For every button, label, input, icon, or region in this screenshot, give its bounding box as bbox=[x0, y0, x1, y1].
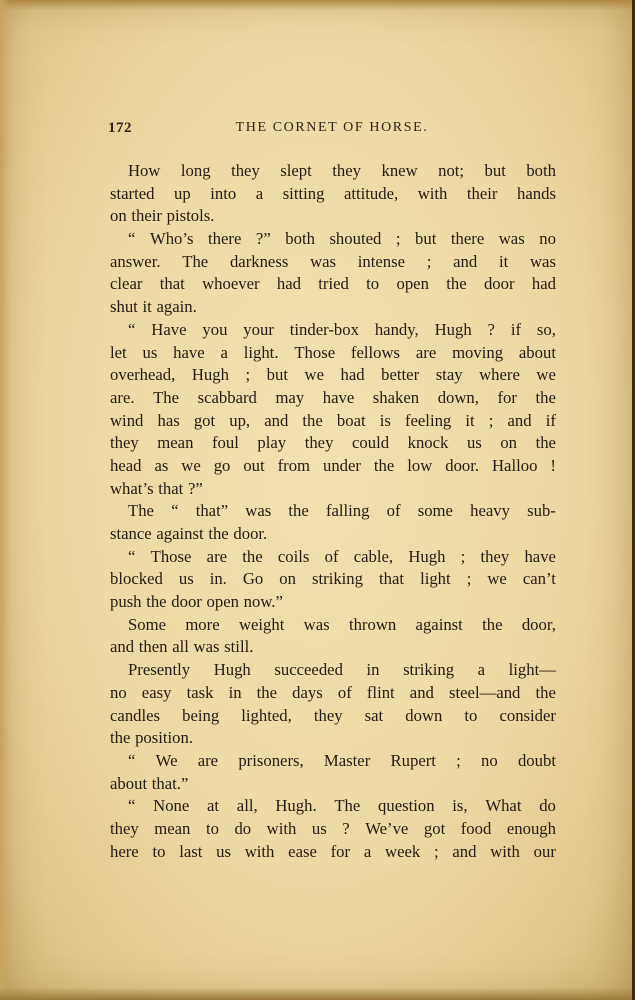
word: Rupert bbox=[390, 750, 436, 770]
word: clear bbox=[110, 274, 143, 294]
word: was bbox=[530, 251, 556, 271]
word: Master bbox=[323, 750, 371, 770]
word: that” bbox=[195, 501, 229, 521]
word: have bbox=[524, 546, 556, 566]
word: ?” bbox=[187, 478, 203, 498]
word: “ bbox=[128, 750, 136, 770]
word: long bbox=[180, 161, 211, 180]
word: “ bbox=[128, 229, 136, 249]
word: the bbox=[535, 387, 556, 407]
word: week bbox=[385, 841, 421, 861]
word: and bbox=[453, 251, 478, 271]
word: no bbox=[481, 750, 498, 770]
word: Halloo bbox=[492, 455, 538, 475]
word: we bbox=[487, 569, 507, 589]
word: ease bbox=[288, 841, 317, 861]
word: the bbox=[242, 546, 263, 566]
text-line bbox=[110, 478, 556, 501]
word: then bbox=[138, 637, 168, 657]
text-line bbox=[110, 682, 556, 705]
word: days bbox=[292, 682, 323, 702]
word: “ bbox=[128, 319, 136, 339]
word: attitude, bbox=[343, 183, 399, 203]
word: from bbox=[277, 455, 311, 475]
word: they bbox=[304, 433, 334, 453]
word: stance bbox=[110, 524, 152, 543]
word: our bbox=[533, 841, 556, 861]
word: had bbox=[340, 365, 365, 385]
word: the bbox=[288, 501, 309, 521]
word: we bbox=[536, 365, 556, 385]
word: they bbox=[480, 546, 510, 566]
word: not; bbox=[438, 161, 465, 180]
word: they bbox=[110, 433, 139, 453]
word: a bbox=[363, 841, 372, 861]
word: are bbox=[415, 342, 437, 362]
word: sitting bbox=[282, 183, 325, 203]
word: doubt bbox=[517, 750, 556, 770]
word: out bbox=[243, 455, 265, 475]
text-line bbox=[110, 614, 556, 637]
word: was bbox=[303, 614, 330, 634]
word: Hugh bbox=[408, 546, 446, 566]
word: us bbox=[216, 841, 231, 861]
word: fellows bbox=[350, 342, 401, 362]
text-line bbox=[110, 319, 556, 342]
text-line bbox=[110, 659, 556, 682]
word: us bbox=[142, 342, 158, 362]
word: again. bbox=[156, 297, 197, 317]
word: ; bbox=[488, 410, 494, 430]
word: lighted, bbox=[241, 705, 292, 725]
page-number: 172 bbox=[108, 120, 132, 136]
word: more bbox=[185, 614, 220, 634]
word: easy bbox=[141, 682, 172, 702]
word: they bbox=[332, 161, 361, 180]
word: both bbox=[285, 229, 315, 249]
text-line bbox=[110, 273, 556, 296]
word: to bbox=[205, 818, 219, 838]
word: and bbox=[409, 682, 434, 702]
word: sub- bbox=[527, 501, 556, 521]
body-text bbox=[110, 160, 556, 863]
page-left-shadow bbox=[0, 0, 10, 1000]
word: their bbox=[131, 206, 162, 226]
word: heavy bbox=[470, 501, 510, 521]
text-line bbox=[110, 387, 556, 410]
word: was bbox=[193, 637, 220, 657]
word: hands bbox=[517, 183, 556, 203]
word: the bbox=[446, 274, 467, 294]
word: shouted bbox=[329, 229, 382, 249]
word: a bbox=[477, 660, 486, 680]
word: where bbox=[479, 365, 520, 385]
word: up, bbox=[229, 410, 251, 430]
word: foul bbox=[211, 433, 239, 453]
word: got bbox=[423, 818, 446, 838]
text-line bbox=[110, 410, 556, 433]
word: We bbox=[155, 750, 178, 770]
word: what’s bbox=[110, 478, 154, 498]
word: a bbox=[255, 183, 264, 203]
word: The bbox=[182, 251, 209, 271]
word: ; bbox=[466, 569, 472, 589]
word: the bbox=[535, 433, 556, 453]
word: Hugh. bbox=[275, 796, 317, 816]
word: pistols. bbox=[166, 206, 215, 226]
word: to bbox=[366, 274, 380, 294]
word: for bbox=[497, 387, 517, 407]
word: door. bbox=[445, 455, 480, 475]
word: is, bbox=[452, 796, 468, 816]
word: Go bbox=[242, 569, 264, 589]
word: whoever bbox=[202, 274, 260, 294]
text-line bbox=[110, 342, 556, 365]
text-line bbox=[110, 795, 556, 818]
text-line bbox=[110, 160, 556, 183]
text-line bbox=[110, 750, 556, 773]
word: How bbox=[128, 161, 161, 180]
word: coils bbox=[277, 546, 310, 566]
word: under bbox=[322, 455, 361, 475]
word: of bbox=[337, 682, 352, 702]
text-line bbox=[110, 727, 556, 750]
word: the bbox=[110, 728, 131, 748]
word: light— bbox=[508, 660, 556, 680]
word: do bbox=[234, 818, 252, 838]
word: are bbox=[197, 750, 219, 770]
word: there bbox=[450, 229, 485, 249]
word: darkness bbox=[229, 251, 289, 271]
word: Who’s bbox=[149, 229, 194, 249]
word: of bbox=[386, 501, 401, 521]
text-line bbox=[110, 841, 556, 864]
word: striking bbox=[312, 569, 363, 589]
word: both bbox=[526, 161, 556, 180]
word: us bbox=[466, 433, 482, 453]
word: but bbox=[415, 229, 437, 249]
word: flint bbox=[366, 682, 395, 702]
page-top-shadow bbox=[0, 0, 632, 10]
word: are bbox=[206, 546, 228, 566]
word: can’t bbox=[522, 569, 556, 589]
word: we bbox=[181, 455, 201, 475]
word: let bbox=[110, 342, 127, 362]
word: Some bbox=[128, 614, 167, 634]
word: have bbox=[173, 342, 205, 362]
word: head bbox=[110, 455, 142, 475]
word: at bbox=[207, 796, 220, 816]
text-line bbox=[110, 546, 556, 569]
text-line bbox=[110, 818, 556, 841]
word: task bbox=[186, 682, 214, 702]
word: prisoners, bbox=[238, 750, 304, 770]
word: None bbox=[153, 796, 190, 816]
word: down, bbox=[437, 387, 479, 407]
word: blocked bbox=[110, 569, 163, 589]
word: but bbox=[484, 161, 506, 180]
word: better bbox=[381, 365, 420, 385]
word: some bbox=[417, 501, 453, 521]
word: that bbox=[158, 478, 184, 498]
word: here bbox=[110, 841, 139, 861]
word: now.” bbox=[243, 592, 283, 612]
text-line bbox=[110, 636, 556, 659]
word: have bbox=[322, 387, 355, 407]
word: was bbox=[310, 251, 337, 271]
word: ? bbox=[342, 818, 350, 838]
text-line bbox=[110, 296, 556, 319]
word: position. bbox=[135, 728, 194, 748]
word: about bbox=[518, 342, 556, 362]
word: so, bbox=[536, 319, 556, 339]
word: got bbox=[193, 410, 216, 430]
word: no bbox=[539, 229, 556, 249]
word: slept bbox=[280, 161, 312, 180]
word: and bbox=[452, 841, 477, 861]
word: us bbox=[311, 818, 327, 838]
word: food bbox=[460, 818, 492, 838]
word: if bbox=[510, 319, 522, 339]
text-line bbox=[110, 432, 556, 455]
word: stay bbox=[435, 365, 463, 385]
page-header bbox=[108, 120, 556, 140]
word: candles bbox=[110, 705, 161, 725]
word: “ bbox=[128, 796, 136, 816]
word: but bbox=[266, 365, 288, 385]
word: ; bbox=[456, 750, 461, 770]
word: go bbox=[213, 455, 231, 475]
word: no bbox=[110, 682, 127, 702]
word: overhead, bbox=[110, 365, 176, 385]
word: there bbox=[208, 229, 242, 249]
word: ; bbox=[426, 251, 432, 271]
word: ?” bbox=[255, 229, 271, 249]
word: weight bbox=[238, 614, 285, 634]
word: ; bbox=[395, 229, 401, 249]
word: door, bbox=[521, 614, 556, 634]
page-bottom-shadow bbox=[0, 988, 632, 1000]
word: open bbox=[396, 274, 429, 294]
word: in bbox=[366, 660, 380, 680]
word: tried bbox=[318, 274, 349, 294]
word: with bbox=[266, 818, 297, 838]
word: open bbox=[206, 592, 239, 612]
word: tinder-box bbox=[289, 319, 359, 339]
word: as bbox=[154, 455, 169, 475]
word: last bbox=[179, 841, 203, 861]
text-line bbox=[110, 228, 556, 251]
word: they bbox=[313, 705, 343, 725]
word: enough bbox=[506, 818, 556, 838]
word: to bbox=[152, 841, 166, 861]
text-line bbox=[110, 500, 556, 523]
word: and bbox=[507, 410, 532, 430]
word: all, bbox=[236, 796, 258, 816]
word: in. bbox=[209, 569, 227, 589]
word: with bbox=[417, 183, 448, 203]
word: The bbox=[334, 796, 361, 816]
word: they bbox=[231, 161, 260, 180]
word: knock bbox=[407, 433, 449, 453]
word: The bbox=[153, 387, 180, 407]
word: it bbox=[465, 410, 475, 430]
word: handy, bbox=[374, 319, 419, 339]
word: still. bbox=[224, 637, 254, 657]
text-line bbox=[110, 183, 556, 206]
word: if bbox=[545, 410, 556, 430]
word: What bbox=[485, 796, 522, 816]
word: Those bbox=[150, 546, 192, 566]
word: the bbox=[256, 682, 278, 702]
word: ? bbox=[487, 319, 495, 339]
word: they bbox=[110, 818, 139, 838]
word: Those bbox=[294, 342, 336, 362]
word: that bbox=[379, 569, 405, 589]
word: light. bbox=[243, 342, 279, 362]
running-title: THE CORNET OF HORSE. bbox=[235, 120, 429, 135]
word: the bbox=[302, 410, 323, 430]
word: do bbox=[539, 796, 556, 816]
word: on bbox=[110, 206, 127, 226]
word: moving bbox=[452, 342, 504, 362]
word: mean bbox=[154, 818, 191, 838]
text-line bbox=[110, 523, 556, 546]
word: ; bbox=[245, 365, 251, 385]
word: the bbox=[373, 455, 395, 475]
word: with bbox=[490, 841, 520, 861]
word: ; bbox=[460, 546, 466, 566]
word: and bbox=[264, 410, 289, 430]
text-line bbox=[110, 205, 556, 228]
word: succeeded bbox=[274, 660, 343, 680]
word: ; bbox=[433, 841, 439, 861]
word: being bbox=[182, 705, 220, 725]
word: it bbox=[142, 297, 152, 317]
word: Hugh bbox=[213, 660, 251, 680]
text-line bbox=[110, 455, 556, 478]
word: was bbox=[498, 229, 525, 249]
word: it bbox=[498, 251, 509, 271]
word: shaken bbox=[372, 387, 420, 407]
word: are. bbox=[110, 387, 135, 407]
text-line bbox=[110, 591, 556, 614]
word: the bbox=[482, 614, 503, 634]
word: shut bbox=[110, 297, 138, 317]
word: all bbox=[172, 637, 189, 657]
word: ! bbox=[550, 455, 556, 475]
word: thrown bbox=[348, 614, 397, 634]
word: with bbox=[244, 841, 275, 861]
word: in bbox=[228, 682, 242, 702]
word: your bbox=[243, 319, 274, 339]
word: has bbox=[157, 410, 180, 430]
word: falling bbox=[325, 501, 370, 521]
word: Hugh bbox=[191, 365, 229, 385]
word: The bbox=[128, 501, 154, 521]
word: low bbox=[407, 455, 433, 475]
word: had bbox=[531, 274, 556, 294]
word: on bbox=[279, 569, 296, 589]
word: the bbox=[208, 524, 229, 543]
word: feeling bbox=[404, 410, 452, 430]
word: light bbox=[420, 569, 451, 589]
word: Hugh bbox=[434, 319, 472, 339]
word: could bbox=[351, 433, 390, 453]
word: scabbard bbox=[197, 387, 257, 407]
word: knew bbox=[381, 161, 418, 180]
word: question bbox=[378, 796, 435, 816]
word: that bbox=[159, 274, 185, 294]
word: We’ve bbox=[365, 818, 409, 838]
word: started bbox=[110, 183, 155, 203]
word: wind bbox=[110, 410, 144, 430]
word: cable, bbox=[353, 546, 394, 566]
word: of bbox=[324, 546, 339, 566]
word: was bbox=[245, 501, 272, 521]
word: against bbox=[156, 524, 204, 543]
word: is bbox=[379, 410, 391, 430]
word: play bbox=[257, 433, 287, 453]
word: door bbox=[171, 592, 202, 612]
text-line bbox=[110, 364, 556, 387]
word: us bbox=[178, 569, 194, 589]
word: door bbox=[483, 274, 515, 294]
word: up bbox=[174, 183, 191, 203]
word: door. bbox=[233, 524, 268, 543]
text-line bbox=[110, 705, 556, 728]
word: the bbox=[146, 592, 167, 612]
word: down bbox=[405, 705, 443, 725]
word: may bbox=[275, 387, 305, 407]
word: boat bbox=[336, 410, 366, 430]
word: consider bbox=[499, 705, 556, 725]
word: “ bbox=[171, 501, 179, 521]
word: a bbox=[220, 342, 228, 362]
text-line bbox=[110, 251, 556, 274]
word: against bbox=[415, 614, 463, 634]
word: steel—and bbox=[449, 682, 521, 702]
word: striking bbox=[403, 660, 455, 680]
word: “ bbox=[128, 546, 136, 566]
word: push bbox=[110, 592, 142, 612]
word: Have bbox=[151, 319, 187, 339]
text-line bbox=[110, 773, 556, 796]
word: to bbox=[464, 705, 478, 725]
word: Presently bbox=[128, 660, 191, 680]
word: answer. bbox=[110, 251, 161, 271]
word: the bbox=[535, 682, 556, 702]
word: into bbox=[210, 183, 237, 203]
word: had bbox=[276, 274, 301, 294]
word: we bbox=[304, 365, 324, 385]
word: you bbox=[202, 319, 228, 339]
word: on bbox=[500, 433, 518, 453]
word: and bbox=[110, 637, 135, 657]
word: mean bbox=[157, 433, 194, 453]
word: their bbox=[466, 183, 498, 203]
word: for bbox=[330, 841, 351, 861]
word: that.” bbox=[151, 773, 189, 793]
text-line bbox=[110, 568, 556, 591]
word: about bbox=[110, 773, 148, 793]
word: intense bbox=[357, 251, 406, 271]
word: sat bbox=[364, 705, 384, 725]
